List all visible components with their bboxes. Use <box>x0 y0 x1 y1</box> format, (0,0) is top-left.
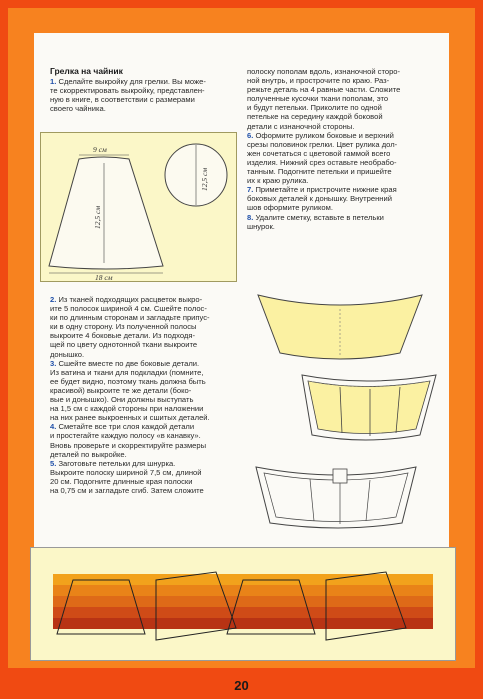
step-text: ки по длинным сторонам и загладьте припус- <box>50 313 210 323</box>
step-text: ной внутрь, и прострочите по краю. Раз- <box>247 76 390 86</box>
step-text: шов оформите руликом. <box>247 203 333 213</box>
text-line <box>50 304 240 313</box>
step-text: Сметайте все три слоя каждой детали <box>56 422 195 432</box>
text-line <box>50 395 240 404</box>
step-number: 7. <box>247 185 254 195</box>
text-line <box>50 368 240 377</box>
step-text: Из ватина и ткани для подкладки (помните, <box>50 367 204 377</box>
step-text: жен сочетаться с цветовой гаммой всего <box>247 148 391 158</box>
step-text: шнурок. <box>247 221 275 231</box>
step-text: и будут петельки. Приколите по одной <box>247 103 382 113</box>
step-number: 3. <box>50 358 57 368</box>
step-text: Вновь проверьте и скорректируйте размеры <box>50 440 207 450</box>
text-line <box>247 185 442 194</box>
step-number: 5. <box>50 458 57 468</box>
step-text: своего чайника. <box>50 104 106 114</box>
step-text: ки в одну сторону. Из полученной полосы <box>50 322 197 332</box>
step-text: Оформите руликом боковые и верхний <box>253 130 394 140</box>
left-bottom-text <box>50 295 240 495</box>
step-text: Удалите сметку, вставьте в петельки <box>253 212 384 222</box>
step-text: красивой) выкроите те же детали (боко- <box>50 385 192 395</box>
step-text: танным. Подогните петельки и пришейте <box>247 167 392 177</box>
step-text: петельке на середину каждой боковой <box>247 112 383 122</box>
step-text: деталей по выкройке. <box>50 449 127 459</box>
step-text: ите 5 полосок шириной 4 см. Сшейте полос- <box>50 304 207 314</box>
text-line <box>50 359 240 368</box>
text-line <box>50 431 240 440</box>
text-line <box>50 295 240 304</box>
step-text: боковых деталей к донышку. Внутренний <box>247 194 392 204</box>
text-line <box>50 477 240 486</box>
step-text: на них ранее выкроенных и сшитых деталей. <box>50 413 210 423</box>
step-text: 20 см. Подогните длинные края полоски <box>50 476 193 486</box>
text-line <box>50 313 240 322</box>
text-line <box>247 85 442 94</box>
text-line <box>247 94 442 103</box>
dim-top: 9 см <box>93 145 107 154</box>
text-line <box>247 103 442 112</box>
step-text: на 1,5 см с каждой стороны при наложении <box>50 404 204 414</box>
step-text: щей по цвету однотонной ткани выкроите <box>50 340 198 350</box>
step-text: и простегайте каждую полосу «в канавку». <box>50 431 201 441</box>
step-text: режьте деталь на 4 равные части. Сложите <box>247 85 401 95</box>
text-line <box>247 67 442 76</box>
step-text: ную в книге, в соответствии с размерами <box>50 95 195 105</box>
text-line <box>247 194 442 203</box>
text-line <box>50 86 240 95</box>
text-line <box>50 350 240 359</box>
text-line <box>50 77 240 86</box>
dim-bottom: 18 см <box>95 273 113 281</box>
text-line <box>50 404 240 413</box>
text-line <box>50 468 240 477</box>
text-line <box>247 122 442 131</box>
step-number: 8. <box>247 212 254 222</box>
step-text: Сделайте выкройку для грелки. Вы може- <box>56 77 206 87</box>
dim-height: 12,5 см <box>93 205 102 229</box>
pattern-diagram <box>40 132 237 282</box>
text-line <box>247 167 442 176</box>
striped-pattern-svg <box>31 548 455 660</box>
left-top-text <box>50 67 240 113</box>
text-line <box>50 340 240 349</box>
text-line <box>247 149 442 158</box>
step-text: на 0,75 см и загладьте сгиб. Затем сложите <box>50 485 204 495</box>
text-line <box>50 459 240 468</box>
step-text: их к краю рулика. <box>247 176 309 186</box>
text-line <box>247 140 442 149</box>
text-line <box>50 486 240 495</box>
text-line <box>50 322 240 331</box>
text-line <box>247 213 442 222</box>
step-text: ее будет видно, поэтому ткань должна быть <box>50 376 206 386</box>
text-line <box>50 413 240 422</box>
step-text: полоску пополам вдоль, изнаночной сторо- <box>247 67 401 76</box>
text-line <box>50 450 240 459</box>
step-text: те скорректировать выкройку, представлен- <box>50 86 205 96</box>
text-line <box>247 203 442 212</box>
step-text: срезы половинок грелки. Цвет рулика дол- <box>247 139 398 149</box>
text-line <box>247 176 442 185</box>
text-line <box>50 95 240 104</box>
text-line <box>247 76 442 85</box>
step-text: Приметайте и пристрочите нижние края <box>253 185 397 195</box>
step-text: полученные кусочки ткани пополам, это <box>247 94 389 104</box>
page-number: 20 <box>234 678 249 693</box>
step-number: 4. <box>50 422 57 432</box>
step-text: Сшейте вместе по две боковые детали. <box>56 358 200 368</box>
step-number: 6. <box>247 130 254 140</box>
striped-pattern-panel <box>30 547 456 661</box>
text-line <box>50 104 240 113</box>
pattern-svg <box>41 133 236 281</box>
text-line <box>50 441 240 450</box>
text-line <box>247 131 442 140</box>
step-text: вые и донышко). Они должны выступать <box>50 395 194 405</box>
step-text: изделия. Нижний срез оставьте необрабо- <box>247 157 397 167</box>
text-line <box>50 422 240 431</box>
step-number: 2. <box>50 295 57 304</box>
step-text: детали с изнаночной стороны. <box>247 121 355 131</box>
step-text: Заготовьте петельки для шнурка. <box>56 458 176 468</box>
text-line <box>247 222 442 231</box>
right-text <box>247 67 442 231</box>
step-number: 1. <box>50 77 57 87</box>
step-text: Выкроите полоску шириной 7,5 см, длиной <box>50 467 202 477</box>
sewing-illustrations <box>240 283 450 545</box>
step-text: донышко. <box>50 349 85 359</box>
page-title: Грелка на чайник <box>50 66 123 76</box>
step-text: выкроите 4 боковые детали. Из подходя- <box>50 331 195 341</box>
text-line <box>247 112 442 121</box>
step-text: Из тканей подходящих расцветок выкро- <box>56 295 203 304</box>
text-line <box>247 158 442 167</box>
text-line <box>50 377 240 386</box>
dim-circle: 12,5 см <box>200 167 209 191</box>
text-line <box>50 386 240 395</box>
text-line <box>50 331 240 340</box>
